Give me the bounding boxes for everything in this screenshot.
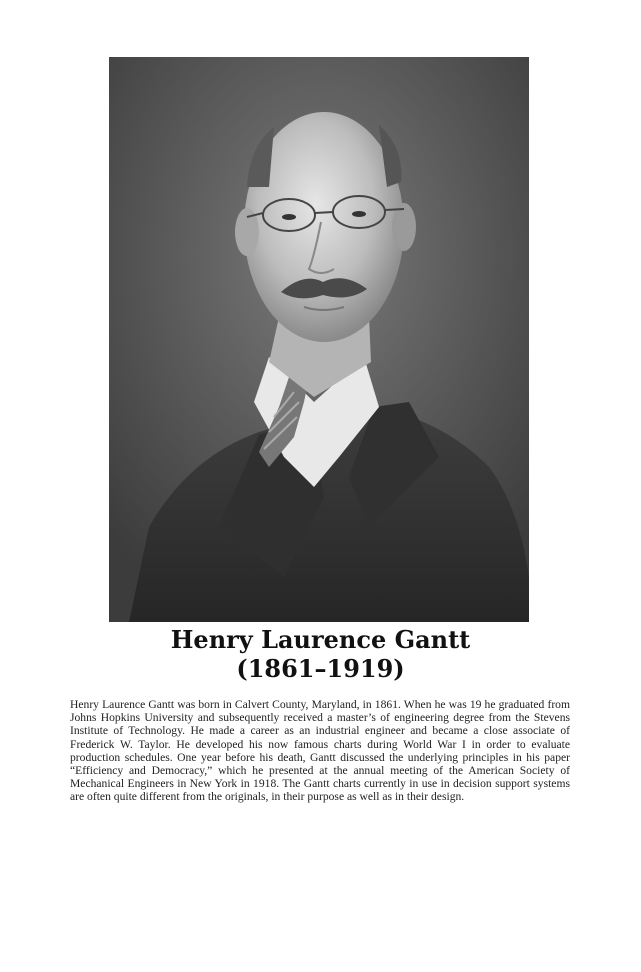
left-eye: [282, 214, 296, 220]
right-eye: [352, 211, 366, 217]
subject-name: Henry Laurence Gantt: [170, 625, 471, 654]
portrait-photo: [109, 57, 529, 622]
portrait-illustration: [109, 57, 529, 622]
biography-paragraph: Henry Laurence Gantt was born in Calvert County, Maryland, in 1861. When he was 19 he graduated from Johns Hopkins University and subsequently received a master’s of engineering degree from the Stevens Institute of Technology. He made a career as an industrial engineer and became a close associate of Frederick W. Taylor. He developed his now famous charts during World War I in order to evaluate production schedules. One year before his death, Gantt discussed the underlying principles in his paper “Efficiency and Democracy,” which he presented at the annual meeting of the American Society of Mechanical Engineers in New York in 1918. The Gantt charts currently in use in decision support systems are often quite different from the originals, in their purpose as well as in their design.: [70, 698, 570, 804]
lifespan: (1861–1919): [236, 654, 405, 683]
